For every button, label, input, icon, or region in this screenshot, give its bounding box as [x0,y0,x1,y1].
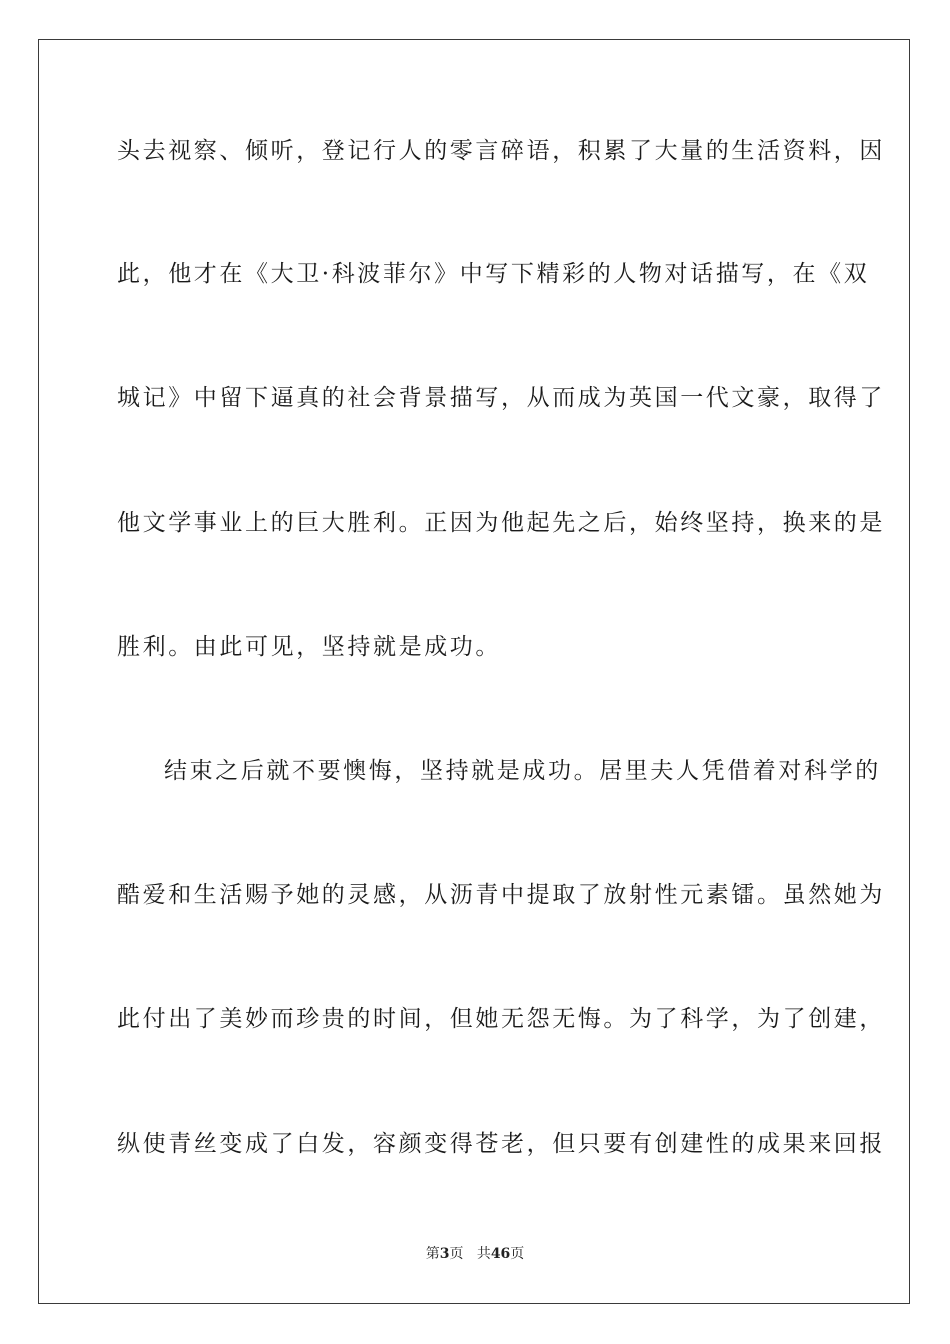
current-page-number: 3 [439,1246,450,1262]
body-text-line-3: 城记》中留下逼真的社会背景描写，从而成为英国一代文豪，取得了 [117,385,885,411]
page-border [38,39,910,1304]
body-text-line-7: 酷爱和生活赐予她的灵感，从沥青中提取了放射性元素镭。虽然她为 [117,882,885,908]
page-footer [0,1245,950,1263]
body-text-line-2: 此，他才在《大卫·科波菲尔》中写下精彩的人物对话描写，在《双 [117,261,870,287]
body-text-line-9: 纵使青丝变成了白发，容颜变得苍老，但只要有创建性的成果来回报 [117,1131,885,1157]
body-text-line-5: 胜利。由此可见，坚持就是成功。 [117,634,501,660]
total-pages-number: 46 [490,1246,511,1262]
footer-page-suffix: 页 [449,1246,464,1262]
body-text-line-8: 此付出了美妙而珍贵的时间，但她无怨无悔。为了科学，为了创建， [117,1006,885,1032]
body-text-line-1: 头去视察、倾听，登记行人的零言碎语，积累了大量的生活资料，因 [117,138,885,164]
paragraph-start-line: 结束之后就不要懊悔，坚持就是成功。居里夫人凭借着对科学的 [164,758,881,784]
footer-total-suffix: 页 [510,1246,525,1262]
footer-total-prefix: 共 [476,1246,491,1262]
body-text-line-4: 他文学事业上的巨大胜利。正因为他起先之后，始终坚持，换来的是 [117,510,885,536]
footer-prefix: 第 [425,1246,440,1262]
